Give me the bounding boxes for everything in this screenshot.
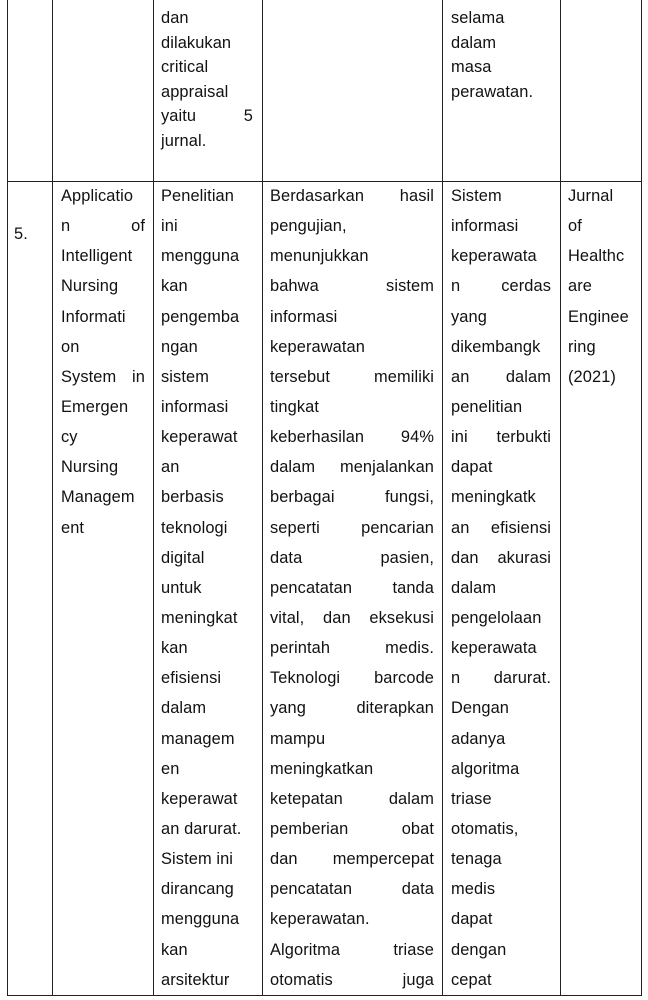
text-line: arsitektur — [161, 970, 230, 989]
result-cell — [270, 181, 434, 995]
text-line: otomatis juga — [270, 970, 434, 989]
text-line: Berdasarkan hasil — [270, 187, 434, 205]
text-line: menunjukkan — [270, 247, 369, 266]
text-line: data pasien, — [270, 548, 434, 567]
table-divider-3 — [262, 0, 263, 996]
text-line: meningkatkan — [270, 759, 374, 778]
text-line: pencatatan data — [270, 880, 434, 899]
text-line: Sistem — [451, 187, 502, 205]
text-line: cepat — [451, 970, 492, 989]
text-line: informasi — [161, 397, 229, 416]
text-line: on — [61, 337, 80, 356]
row-number: 5. — [14, 225, 28, 243]
text-line: Nursing — [61, 458, 119, 477]
text-line: keperawat — [161, 789, 238, 808]
text-line: dikembangk — [451, 337, 541, 356]
text-line: penelitian — [451, 397, 523, 416]
text-line: vital, dan eksekusi — [270, 608, 434, 627]
text-line: kan — [161, 639, 188, 658]
text-line: dengan — [451, 940, 507, 959]
text-line: berbasis — [161, 488, 224, 507]
text-line: dilakukan — [161, 33, 232, 52]
text-line: Algoritma triase — [270, 940, 434, 959]
text-line: (2021) — [568, 367, 616, 386]
text-line: tingkat — [270, 397, 319, 416]
conclusion-cell — [451, 181, 551, 995]
text-line: ketepatan dalam — [270, 789, 434, 808]
text-line: kan — [161, 277, 188, 296]
text-line: untuk — [161, 578, 202, 597]
text-line: n cerdas — [451, 277, 551, 296]
text-line: digital — [161, 548, 205, 567]
text-line: selama — [451, 9, 505, 27]
text-line: mengguna — [161, 910, 240, 929]
text-line: ngan — [161, 337, 198, 356]
prev-row-method-cell — [161, 6, 253, 153]
text-line: an — [161, 458, 180, 477]
text-line: Nursing — [61, 277, 119, 296]
text-line: mampu — [270, 729, 326, 748]
text-line: tersebut memiliki — [270, 367, 434, 386]
text-line: n darurat. — [451, 669, 551, 688]
text-line: pemberian obat — [270, 819, 434, 838]
text-line: an efisiensi — [451, 518, 551, 537]
text-line: pengemba — [161, 307, 240, 326]
text-line: pengujian, — [270, 217, 347, 236]
text-line: Jurnal — [568, 187, 614, 205]
text-line: kan — [161, 940, 188, 959]
text-line: dan akurasi — [451, 548, 551, 567]
text-line: meningkatk — [451, 488, 536, 507]
text-line: seperti pencarian — [270, 518, 434, 537]
text-line: dan mempercepat — [270, 850, 434, 869]
text-line: Sistem ini — [161, 850, 234, 869]
text-line: dan — [161, 9, 189, 27]
text-line: ini terbukti — [451, 428, 551, 447]
table-divider-2 — [153, 0, 154, 996]
text-line: perawatan. — [451, 82, 534, 101]
text-line: yang diterapkan — [270, 699, 434, 718]
text-line: adanya — [451, 729, 506, 748]
text-line: bahwa sistem — [270, 277, 434, 296]
article-title-cell — [61, 181, 145, 543]
text-line: masa — [451, 58, 492, 76]
text-line: an dalam — [451, 367, 551, 386]
text-line: keperawatan. — [270, 910, 370, 929]
text-line: Healthc — [568, 247, 625, 266]
text-line: Enginee — [568, 307, 629, 326]
row-number-cell — [14, 181, 44, 268]
text-line: Informati — [61, 307, 126, 326]
prev-row-conclusion-cell — [451, 6, 551, 104]
text-line: medis — [451, 880, 496, 899]
text-line: yang — [451, 307, 487, 326]
text-line: dalam — [451, 578, 497, 597]
text-line: critical — [161, 58, 209, 76]
table-border-bottom — [7, 995, 642, 996]
text-line: keperawatan — [270, 337, 365, 356]
source-cell — [568, 181, 634, 392]
text-line: dalam — [161, 699, 207, 718]
table-divider-4 — [442, 0, 443, 996]
text-line: en — [161, 759, 180, 778]
text-line: sistem — [161, 367, 209, 386]
table-border-left — [7, 0, 8, 996]
text-line: triase — [451, 789, 492, 808]
text-line: algoritma — [451, 759, 520, 778]
text-line: pencatatan tanda — [270, 578, 434, 597]
text-line: informasi — [270, 307, 338, 326]
text-line: informasi — [451, 217, 519, 236]
text-line: Penelitian — [161, 187, 234, 205]
text-line: Managem — [61, 488, 135, 507]
text-line: dapat — [451, 458, 493, 477]
text-line: dalam — [451, 33, 497, 52]
text-line: Dengan — [451, 699, 510, 718]
text-line: efisiensi — [161, 669, 222, 688]
table-divider-5 — [560, 0, 561, 996]
text-line: System in — [61, 367, 145, 386]
text-line: otomatis, — [451, 819, 519, 838]
text-line: keperawat — [161, 428, 238, 447]
text-line: cy — [61, 428, 78, 447]
text-line: keperawata — [451, 639, 537, 658]
text-line: mengguna — [161, 247, 240, 266]
text-line: managem — [161, 729, 235, 748]
text-line: Emergen — [61, 397, 129, 416]
text-line: dalam menjalankan — [270, 458, 434, 477]
text-line: Intelligent — [61, 247, 133, 266]
table-divider-1 — [52, 0, 53, 996]
text-line: Applicatio — [61, 187, 134, 205]
text-line: an darurat. — [161, 819, 242, 838]
text-line: ini — [161, 217, 178, 236]
text-line: jurnal. — [161, 131, 207, 150]
text-line: yaitu 5 — [161, 107, 253, 125]
text-line: n of — [61, 217, 145, 236]
text-line: ring — [568, 337, 596, 356]
text-line: keberhasilan 94% — [270, 428, 434, 447]
text-line: meningkat — [161, 608, 238, 627]
method-cell — [161, 181, 253, 995]
text-line: ent — [61, 518, 85, 537]
text-line: pengelolaan — [451, 608, 542, 627]
text-line: perintah medis. — [270, 639, 434, 658]
table-border-right — [641, 0, 642, 996]
text-line: Teknologi barcode — [270, 669, 434, 688]
text-line: teknologi — [161, 518, 228, 537]
text-line: dapat — [451, 910, 493, 929]
text-line: are — [568, 277, 592, 296]
text-line: appraisal — [161, 82, 229, 101]
text-line: of — [568, 217, 582, 236]
text-line: keperawata — [451, 247, 537, 266]
text-line: berbagai fungsi, — [270, 488, 434, 507]
text-line: tenaga — [451, 850, 502, 869]
text-line: dirancang — [161, 880, 234, 899]
